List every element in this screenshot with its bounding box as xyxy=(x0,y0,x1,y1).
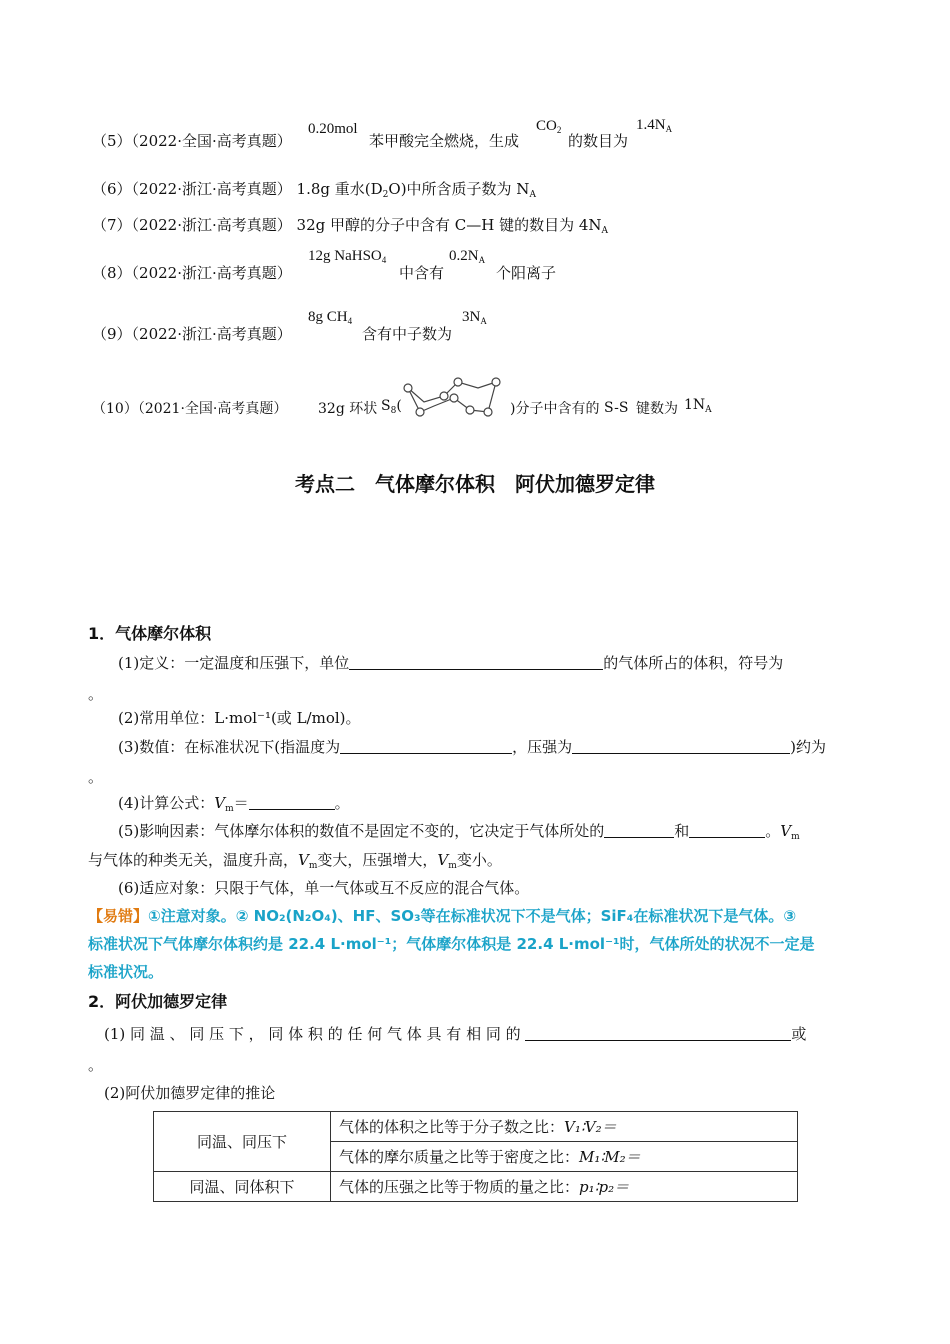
para-factors: (5)影响因素：气体摩尔体积的数值不是固定不变的，它决定于气体所处的 和 。$V_m$ xyxy=(118,822,800,842)
blank-temp[interactable] xyxy=(340,739,512,754)
heading-avogadro: 2．阿伏加德罗定律 xyxy=(88,992,228,1011)
blank-formula[interactable] xyxy=(249,795,335,810)
table-cell: 气体的压强之比等于物质的量之比：p₁∶p₂＝ xyxy=(331,1172,798,1202)
para-definition-end: 。 xyxy=(88,685,104,703)
question-5 xyxy=(92,130,292,151)
para-definition: (1)定义：一定温度和压强下，单位 的气体所占的体积，符号为 xyxy=(118,654,784,672)
para-scope: (6)适应对象：只限于气体，单一气体或互不反应的混合气体。 xyxy=(118,879,530,897)
table-cell: 同温、同压下 xyxy=(154,1112,331,1172)
q10-text2: 键数为 xyxy=(636,401,678,417)
q5-answer: $1.4N_A$ xyxy=(636,117,673,134)
para-value-end: 。 xyxy=(88,768,104,786)
q8-value: $0.2N_A$ xyxy=(449,248,486,265)
q8-text: 中含有 xyxy=(399,264,445,282)
blank-pressure[interactable] xyxy=(572,739,790,754)
q9-text: 含有中子数为 xyxy=(362,325,453,343)
blank-factor1[interactable] xyxy=(604,823,674,838)
question-7: （7）（2022·浙江·高考真题） 32g 甲醇的分子中含有 C—H 键的数目为 $4N_A$ xyxy=(92,216,609,236)
blank-1[interactable] xyxy=(349,655,603,670)
warning-line-2: 标准状况下气体摩尔体积约是 22.4 L·mol⁻¹；气体摩尔体积是 22.4 L·mol⁻¹时，气体所处的状况不一定是 xyxy=(88,935,815,953)
para-law-end: 。 xyxy=(88,1056,104,1074)
warning-line-1: 【易错】①注意对象。② NO₂(N₂O₄)、HF、SO₃等在标准状况下不是气体；SiF₄在标准状况下是气体。③ xyxy=(88,907,797,925)
heading-molar-volume: 1．气体摩尔体积 xyxy=(88,624,212,643)
table-row xyxy=(154,1172,798,1202)
q-number: （5） xyxy=(92,132,132,150)
q5-amount: 0.20mol xyxy=(308,121,358,137)
para-factors-cont: 与气体的种类无关，温度升高，$V_m$变大，压强增大，$V_m$变小。 xyxy=(88,851,502,871)
q10-text: )分子中含有的 xyxy=(510,401,600,417)
question-9: （9）（2022·浙江·高考真题） xyxy=(92,325,292,343)
q-source: （2022·全国·高考真题） xyxy=(131,132,292,150)
blank-law[interactable] xyxy=(525,1026,791,1041)
blank-factor2[interactable] xyxy=(689,823,765,838)
section-title: 考点二 气体摩尔体积 阿伏加德罗定律 xyxy=(295,472,655,496)
para-unit: (2)常用单位：L·mol⁻¹(或 L/mol)。 xyxy=(118,709,361,727)
question-8: （8）（2022·浙江·高考真题） xyxy=(92,264,292,282)
q10-bond: S-S xyxy=(604,400,629,416)
q5-text2: 的数目为 xyxy=(568,132,629,150)
s8-ring-structure xyxy=(400,372,510,420)
para-value: (3)数值：在标准状况下(指温度为 ，压强为 )约为 xyxy=(118,738,826,756)
question-10: （10）（2021·全国·高考真题） xyxy=(92,401,288,417)
table-row xyxy=(154,1112,798,1142)
para-avogadro-law: (1) 同 温 、 同 压 下 ， 同 体 积 的 任 何 气 体 具 有 相 同 的 或 xyxy=(104,1025,807,1043)
q9-amount: 8g $CH_4$ xyxy=(308,309,353,326)
q8-text2: 个阳离子 xyxy=(496,264,557,282)
q9-value: $3N_A$ xyxy=(462,309,487,326)
q10-s8: $S_8$( xyxy=(381,398,402,416)
para-inference: (2)阿伏加德罗定律的推论 xyxy=(104,1084,276,1102)
inference-table xyxy=(153,1111,798,1202)
q5-text: 苯甲酸完全燃烧，生成 xyxy=(369,132,520,150)
table-cell: 气体的摩尔质量之比等于密度之比：M₁∶M₂＝ xyxy=(331,1142,798,1172)
q10-amount: 32g 环状 xyxy=(318,401,378,417)
table-cell: 同温、同体积下 xyxy=(154,1172,331,1202)
table-cell: 气体的体积之比等于分子数之比：V₁∶V₂＝ xyxy=(331,1112,798,1142)
q10-answer: $1N_A$ xyxy=(684,397,712,415)
warning-tag: 【易错】 xyxy=(88,907,149,925)
question-6: （6）（2022·浙江·高考真题） 1.8g 重水$(D_2O)$中所含质子数为 $N_A$ xyxy=(92,180,536,200)
warning-line-3: 标准状况。 xyxy=(88,963,164,981)
q5-formula: $CO_2$ xyxy=(536,118,562,135)
para-formula: (4)计算公式：$V_m=$ 。 xyxy=(118,794,350,814)
q8-amount: 12g NaHSO$_4$ xyxy=(308,248,387,265)
